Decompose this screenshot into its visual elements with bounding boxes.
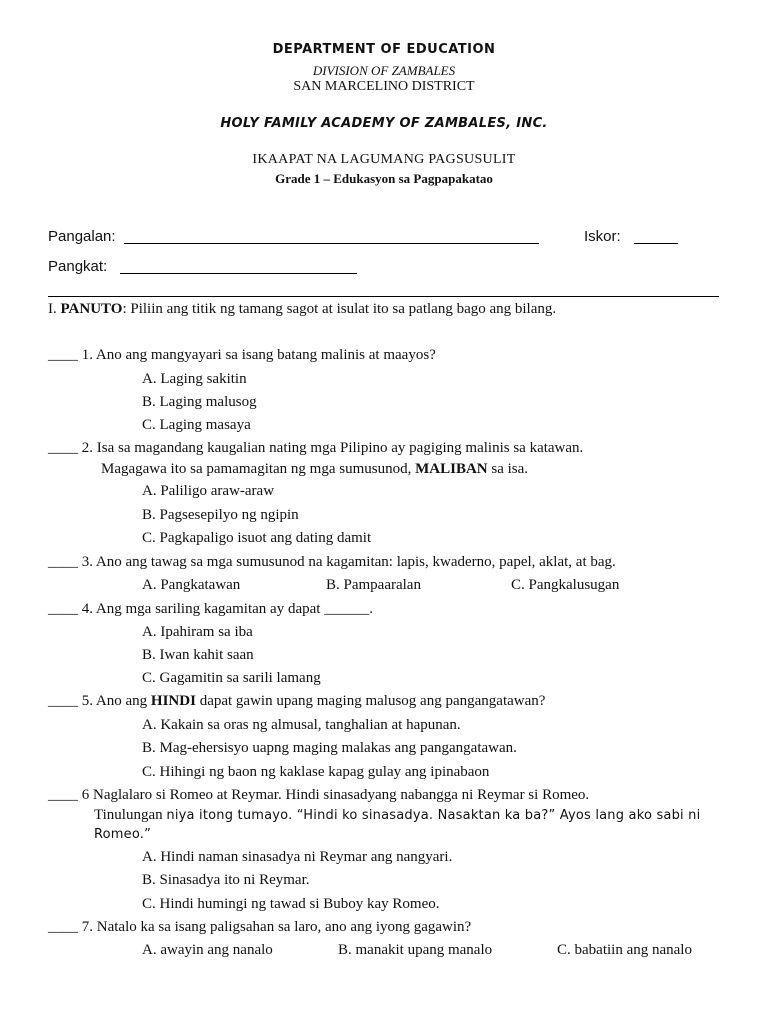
- name-field[interactable]: [124, 243, 539, 244]
- q2-option-b: B. Pagsesepilyo ng ngipin: [142, 507, 299, 523]
- q1-option-b: B. Laging malusog: [142, 394, 257, 410]
- q7-option-c: C. babatiin ang nanalo: [557, 942, 692, 958]
- q4-option-a: A. Ipahiram sa iba: [142, 624, 253, 640]
- school-name: HOLY FAMILY ACADEMY OF ZAMBALES, INC.: [220, 116, 548, 131]
- exam-title: IKAAPAT NA LAGUMANG PAGSUSULIT: [252, 152, 516, 167]
- question-text: 5. Ano ang: [78, 693, 151, 709]
- instructions-text: : Piliin ang titik ng tamang sagot at isulat ito sa patlang bago ang bilang.: [122, 301, 557, 317]
- division-title: DIVISION OF ZAMBALES: [312, 63, 456, 78]
- score-label: Iskor:: [584, 228, 621, 245]
- question-text: 4. Ang mga sariling kagamitan ay dapat ______.: [78, 601, 373, 617]
- q6-option-c: C. Hindi humingi ng tawad si Buboy kay Romeo.: [142, 896, 440, 912]
- q3-option-a: A. Pangkatawan: [142, 577, 241, 593]
- divider-line: [48, 296, 719, 297]
- district-title: SAN MARCELINO DISTRICT: [293, 79, 475, 94]
- q5-option-b: B. Mag-ehersisyo uapng maging malakas ang pangangatawan.: [142, 740, 517, 756]
- name-label: Pangalan:: [48, 228, 116, 245]
- question-2-line-2: [101, 461, 528, 478]
- question-6: [48, 787, 589, 804]
- question-4: [48, 601, 373, 618]
- grade-subject: Grade 1 – Edukasyon sa Pagpapakatao: [275, 171, 493, 186]
- q2-option-c: C. Pagkapaligo isuot ang dating damit: [142, 530, 372, 546]
- question-text: Tinulungan: [94, 807, 167, 823]
- q1-option-a: A. Laging sakitin: [142, 371, 247, 387]
- answer-blank[interactable]: ____: [48, 440, 78, 456]
- q4-option-b: B. Iwan kahit saan: [142, 647, 254, 663]
- answer-blank[interactable]: ____: [48, 554, 78, 570]
- q7-option-a: A. awayin ang nanalo: [142, 942, 273, 958]
- question-3: [48, 554, 616, 571]
- question-text: 2. Isa sa magandang kaugalian nating mga Pilipino ay pagiging malinis sa katawan.: [78, 440, 584, 456]
- answer-blank[interactable]: ____: [48, 693, 78, 709]
- q3-option-b: B. Pampaaralan: [326, 577, 421, 593]
- q5-option-a: A. Kakain sa oras ng almusal, tanghalian at hapunan.: [142, 717, 461, 733]
- answer-blank[interactable]: ____: [48, 601, 78, 617]
- q7-option-b: B. manakit upang manalo: [338, 942, 493, 958]
- section-label: Pangkat:: [48, 258, 108, 275]
- question-6-line-2: [94, 807, 700, 824]
- q4-option-c: C. Gagamitin sa sarili lamang: [142, 670, 321, 686]
- score-field[interactable]: [634, 243, 678, 244]
- section-field[interactable]: [120, 273, 357, 274]
- question-keyword: HINDI: [150, 693, 196, 709]
- question-text: dapat gawin upang maging malusog ang pangangatawan?: [195, 693, 546, 709]
- question-7: [48, 919, 471, 936]
- q6-option-b: B. Sinasadya ito ni Reymar.: [142, 872, 310, 888]
- question-2: [48, 440, 583, 457]
- question-text: 3. Ano ang tawag sa mga sumusunod na kagamitan: lapis, kwaderno, papel, aklat, at bag.: [78, 554, 616, 570]
- q3-option-c: C. Pangkalusugan: [511, 577, 620, 593]
- answer-blank[interactable]: ____: [48, 787, 78, 803]
- department-title: DEPARTMENT OF EDUCATION: [272, 42, 496, 57]
- question-1: [48, 347, 436, 364]
- question-text: 6 Naglalaro si Romeo at Reymar. Hindi sinasadyang nabangga ni Reymar si Romeo.: [78, 787, 590, 803]
- question-text: niya itong tumayo. “Hindi ko sinasadya. Nasaktan ka ba?” Ayos lang ako sabi ni: [166, 808, 701, 823]
- q6-option-a: A. Hindi naman sinasadya ni Reymar ang nangyari.: [142, 849, 453, 865]
- instructions-keyword: PANUTO: [60, 301, 123, 317]
- q2-option-a: A. Paliligo araw-araw: [142, 483, 275, 499]
- question-text: 1. Ano ang mangyayari sa isang batang malinis at maayos?: [78, 347, 436, 363]
- instructions-prefix: I.: [48, 301, 61, 317]
- instructions: [48, 301, 556, 318]
- question-text: Magagawa ito sa pamamagitan ng mga sumusunod,: [101, 461, 416, 477]
- q1-option-c: C. Laging masaya: [142, 417, 251, 433]
- question-6-line-3: Romeo.”: [94, 827, 152, 842]
- answer-blank[interactable]: ____: [48, 347, 78, 363]
- question-keyword: MALIBAN: [415, 461, 488, 477]
- question-text: sa isa.: [487, 461, 529, 477]
- question-text: 7. Natalo ka sa isang paligsahan sa laro, ano ang iyong gagawin?: [78, 919, 472, 935]
- answer-blank[interactable]: ____: [48, 919, 78, 935]
- q5-option-c: C. Hihingi ng baon ng kaklase kapag gulay ang ipinabaon: [142, 764, 490, 780]
- question-5: [48, 693, 545, 710]
